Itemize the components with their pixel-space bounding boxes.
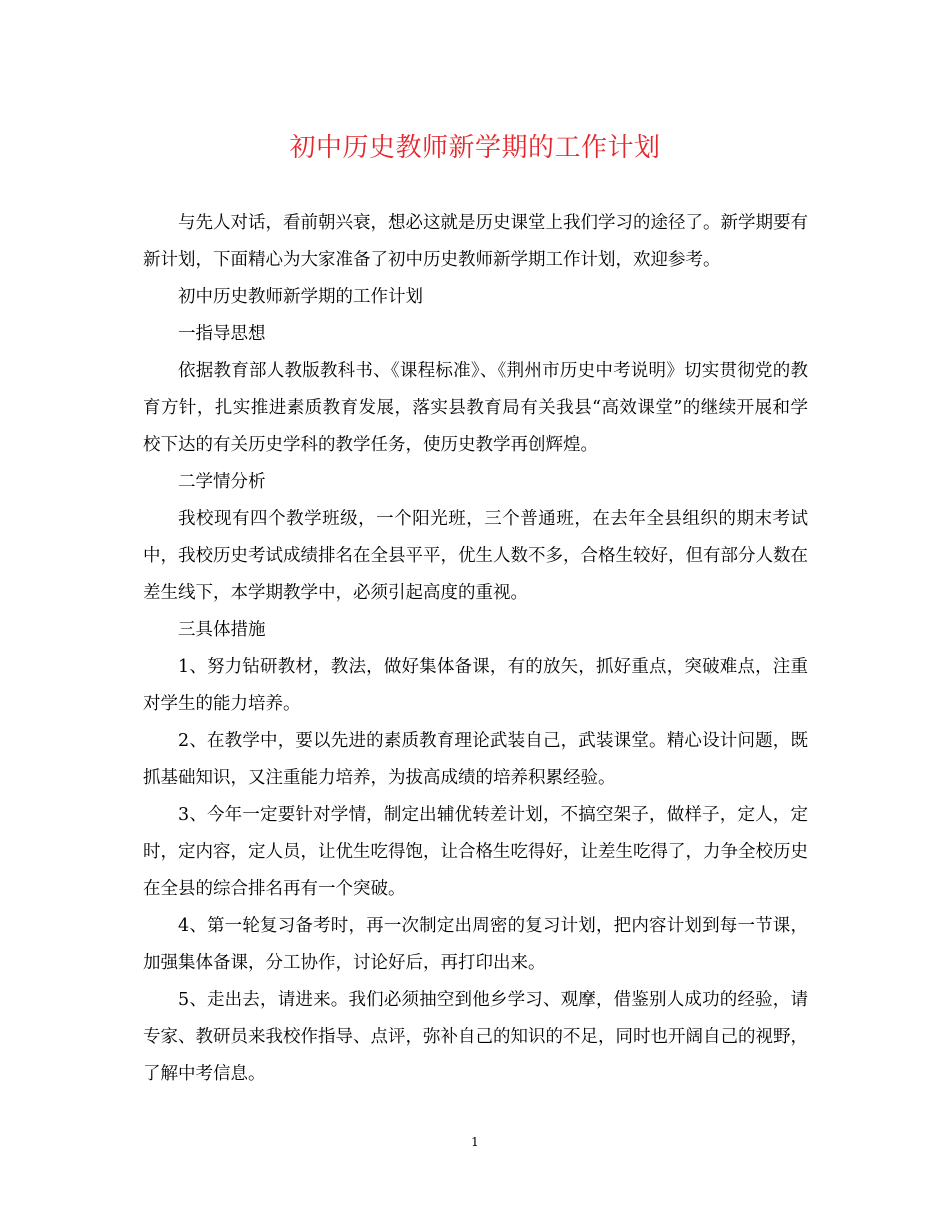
section-heading-guiding-thought: 一指导思想 xyxy=(178,324,266,344)
section-heading-measures: 三具体措施 xyxy=(178,620,266,640)
page-number: 1 xyxy=(471,1135,479,1149)
intro-paragraph: 与先人对话，看前朝兴衰，想必这就是历史课堂上我们学习的途径了。新学期要有新计划，下面精心为大家准备了初中历史教师新学期工作计划，欢迎参考。 xyxy=(143,213,808,270)
section-heading-plan: 初中历史教师新学期的工作计划 xyxy=(178,287,423,307)
document-body xyxy=(143,205,808,1093)
measure-item-4: 4、第一轮复习备考时，再一次制定出周密的复习计划，把内容计划到每一节课，加强集体备课，分工协作，讨论好后，再打印出来。 xyxy=(143,916,808,973)
measure-item-3: 3、今年一定要针对学情，制定出辅优转差计划，不搞空架子，做样子，定人，定时，定内容，定人员，让优生吃得饱，让合格生吃得好，让差生吃得了，力争全校历史在全县的综合排名再有一个突破。 xyxy=(143,805,808,899)
document-title: 初中历史教师新学期的工作计划 xyxy=(289,133,661,163)
measure-item-5: 5、走出去，请进来。我们必须抽空到他乡学习、观摩，借鉴别人成功的经验，请专家、教研员来我校作指导、点评，弥补自己的知识的不足，同时也开阔自己的视野，了解中考信息。 xyxy=(143,990,808,1084)
student-analysis-paragraph: 我校现有四个教学班级，一个阳光班，三个普通班，在去年全县组织的期末考试中，我校历史考试成绩排名在全县平平，优生人数不多，合格生较好，但有部分人数在差生线下，本学期教学中，必须引起高度的重视。 xyxy=(143,509,808,603)
section-heading-student-analysis: 二学情分析 xyxy=(178,472,266,492)
measure-item-1: 1、努力钻研教材，教法，做好集体备课，有的放矢，抓好重点，突破难点，注重对学生的能力培养。 xyxy=(143,657,808,714)
measure-item-2: 2、在教学中，要以先进的素质教育理论武装自己，武装课堂。精心设计问题，既抓基础知识，又注重能力培养，为拔高成绩的培养积累经验。 xyxy=(143,731,808,788)
guiding-thought-paragraph: 依据教育部人教版教科书、《课程标准》、《荆州市历史中考说明》切实贯彻党的教育方针，扎实推进素质教育发展，落实县教育局有关我县“高效课堂”的继续开展和学校下达的有关历史学科的教学任务，使历史教学再创辉煌。 xyxy=(143,361,808,455)
